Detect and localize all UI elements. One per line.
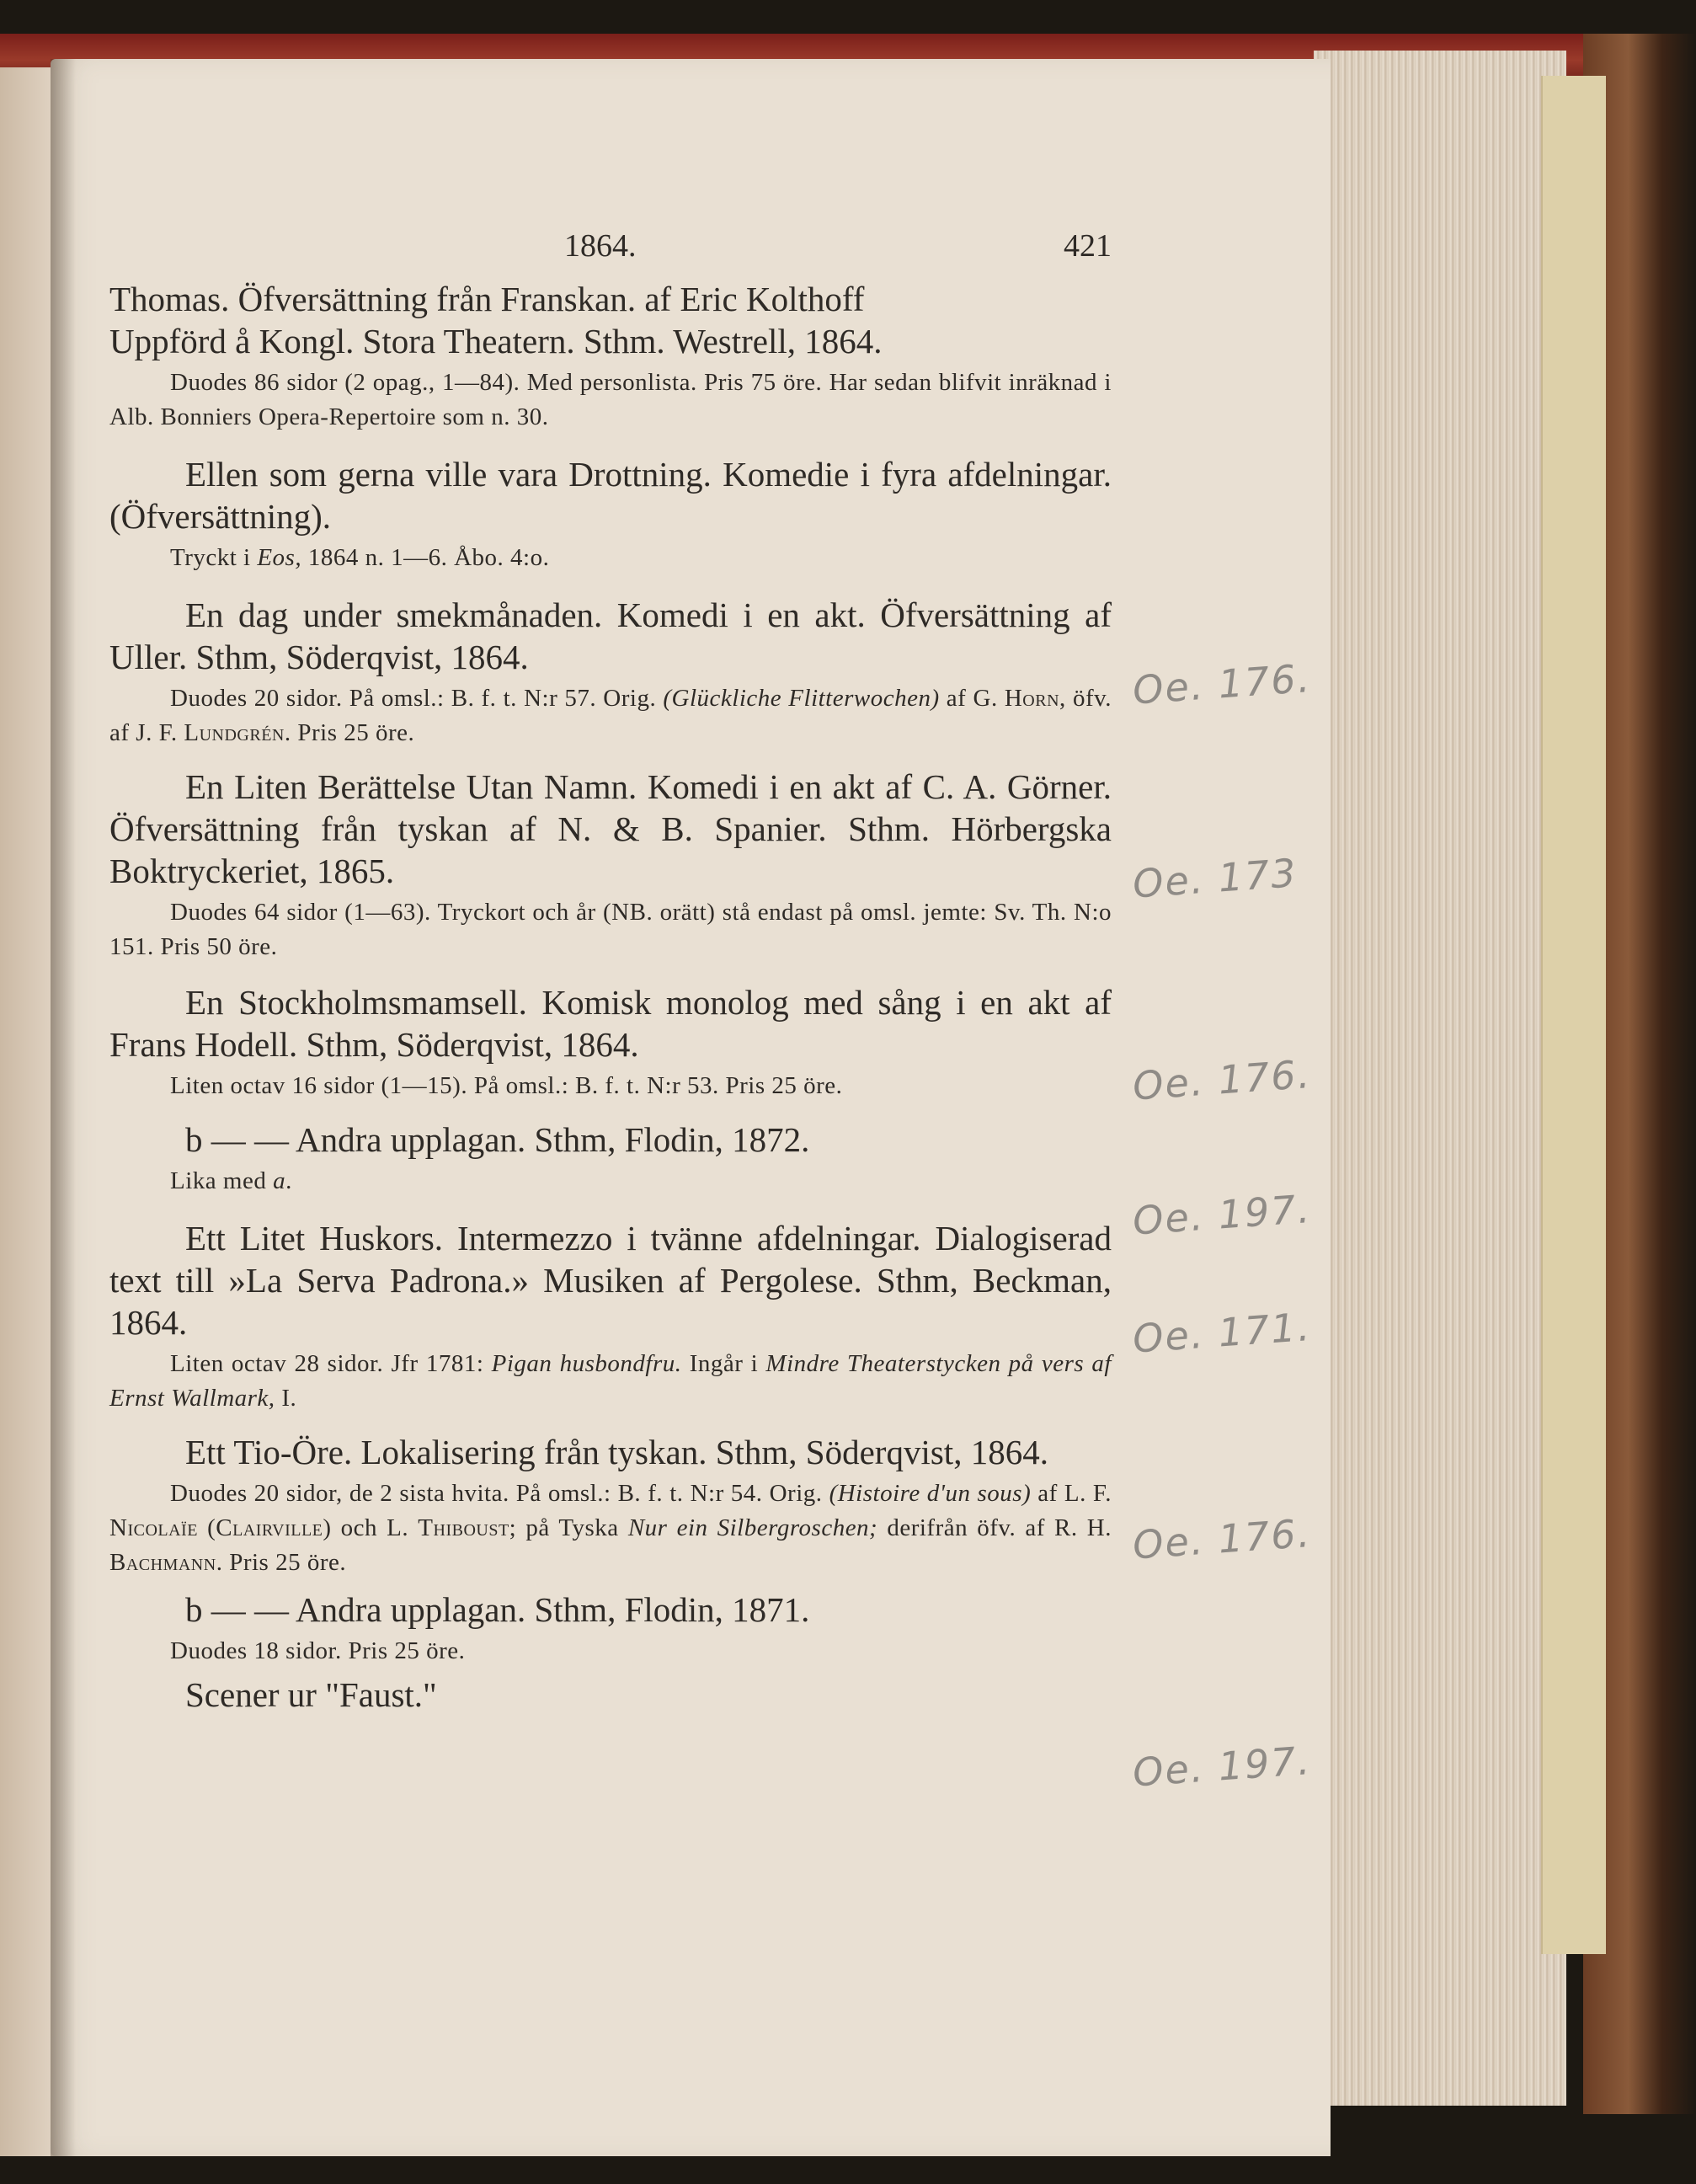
entry-title: En dag under smekmånaden. Komedi i en akt. Öfversättning af Uller. Sthm, Söderqvist, 1864.	[109, 595, 1112, 676]
entry-title: En Liten Berättelse Utan Namn. Komedi i en akt af C. A. Görner. Öfversättning från tyskan af N. & B. Spanier. Sthm. Hörbergska Boktryckeriet, 1865.	[109, 767, 1112, 890]
catalog-entry	[109, 1589, 1112, 1669]
running-head	[109, 227, 1112, 278]
page-stack-edges	[1314, 51, 1566, 2106]
catalog-entry	[109, 766, 1112, 964]
entry-note: Liten octav 16 sidor (1—15). På omsl.: B. f. t. N:r 53. Pris 25 öre.	[170, 1072, 843, 1099]
entry-note: Duodes 64 sidor (1—63). Tryckort och år (NB. orätt) stå endast på omsl. jemte: Sv. Th. N:o 151. Pris 50 öre.	[109, 899, 1112, 960]
page-number: 421	[1064, 228, 1112, 264]
pencil-shelfmark: Oe. 176.	[1131, 1509, 1313, 1568]
gutter-shadow	[51, 59, 76, 2156]
catalog-entry	[109, 453, 1112, 575]
pencil-shelfmark: Oe. 197.	[1131, 1185, 1313, 1244]
entry-title: Scener ur "Faust."	[185, 1675, 437, 1714]
entry-note: Tryckt i Eos, 1864 n. 1—6. Åbo. 4:o.	[170, 544, 550, 571]
paper-slip	[1541, 76, 1606, 1954]
entry-note: Duodes 86 sidor (2 opag., 1—84). Med personlista. Pris 75 öre. Har sedan blifvit inräknad i Alb. Bonniers Opera-Repertoire som n. 30.	[109, 369, 1112, 430]
pencil-shelfmark: Oe. 197.	[1131, 1737, 1313, 1796]
page-content	[109, 227, 1112, 1716]
catalog-entry	[109, 1431, 1112, 1580]
pencil-shelfmark: Oe. 171.	[1131, 1303, 1313, 1362]
entry-title: En Stockholmsmamsell. Komisk monolog med sång i en akt af Frans Hodell. Sthm, Söderqvist, 1864.	[109, 983, 1112, 1064]
entry-note: Duodes 18 sidor. Pris 25 öre.	[170, 1637, 466, 1664]
entry-title: Ellen som gerna ville vara Drottning. Komedie i fyra afdelningar. (Öfversättning).	[109, 455, 1112, 536]
catalog-entry	[109, 1119, 1112, 1199]
entry-note: Duodes 20 sidor, de 2 sista hvita. På omsl.: B. f. t. N:r 54. Orig. (Histoire d'un sous) af L. F. Nicolaïe (Clairville) och L. Thiboust; på Tyska Nur ein Silbergroschen; derifrån öfv. af R. H. Bachmann. Pris 25 öre.	[109, 1480, 1112, 1576]
pencil-shelfmark: Oe. 176.	[1131, 1050, 1313, 1109]
entry-title-line: Thomas. Öfversättning från Franskan. af Eric Kolthoff	[109, 280, 865, 318]
catalog-entry	[109, 1674, 1112, 1716]
entry-note: Lika med a.	[170, 1167, 292, 1194]
entry-title-line: Uppförd å Kongl. Stora Theatern. Sthm. Westrell, 1864.	[109, 322, 883, 360]
entry-title: Ett Litet Huskors. Intermezzo i tvänne afdelningar. Dialogiserad text till »La Serva Padrona.» Musiken af Pergolese. Sthm, Beckman, 1864.	[109, 1219, 1112, 1342]
catalog-entry	[109, 1217, 1112, 1416]
catalog-entry	[109, 278, 1112, 435]
catalog-entry	[109, 981, 1112, 1103]
entry-note: Duodes 20 sidor. På omsl.: B. f. t. N:r 57. Orig. (Glückliche Flitterwochen) af G. Horn, öfv. af J. F. Lundgrén. Pris 25 öre.	[109, 685, 1112, 746]
entry-note: Liten octav 28 sidor. Jfr 1781: Pigan husbondfru. Ingår i Mindre Theaterstycken på vers af Ernst Wallmark, I.	[109, 1350, 1112, 1412]
catalog-entry	[109, 594, 1112, 750]
entry-title: b — — Andra upplagan. Sthm, Flodin, 1871.	[185, 1590, 810, 1629]
entry-title: b — — Andra upplagan. Sthm, Flodin, 1872.	[185, 1120, 810, 1159]
pencil-shelfmark: Oe. 173	[1131, 850, 1299, 907]
entry-title: Ett Tio-Öre. Lokalisering från tyskan. Sthm, Söderqvist, 1864.	[185, 1433, 1048, 1471]
running-head-year: 1864.	[564, 228, 637, 264]
pencil-shelfmark: Oe. 176.	[1131, 654, 1313, 713]
